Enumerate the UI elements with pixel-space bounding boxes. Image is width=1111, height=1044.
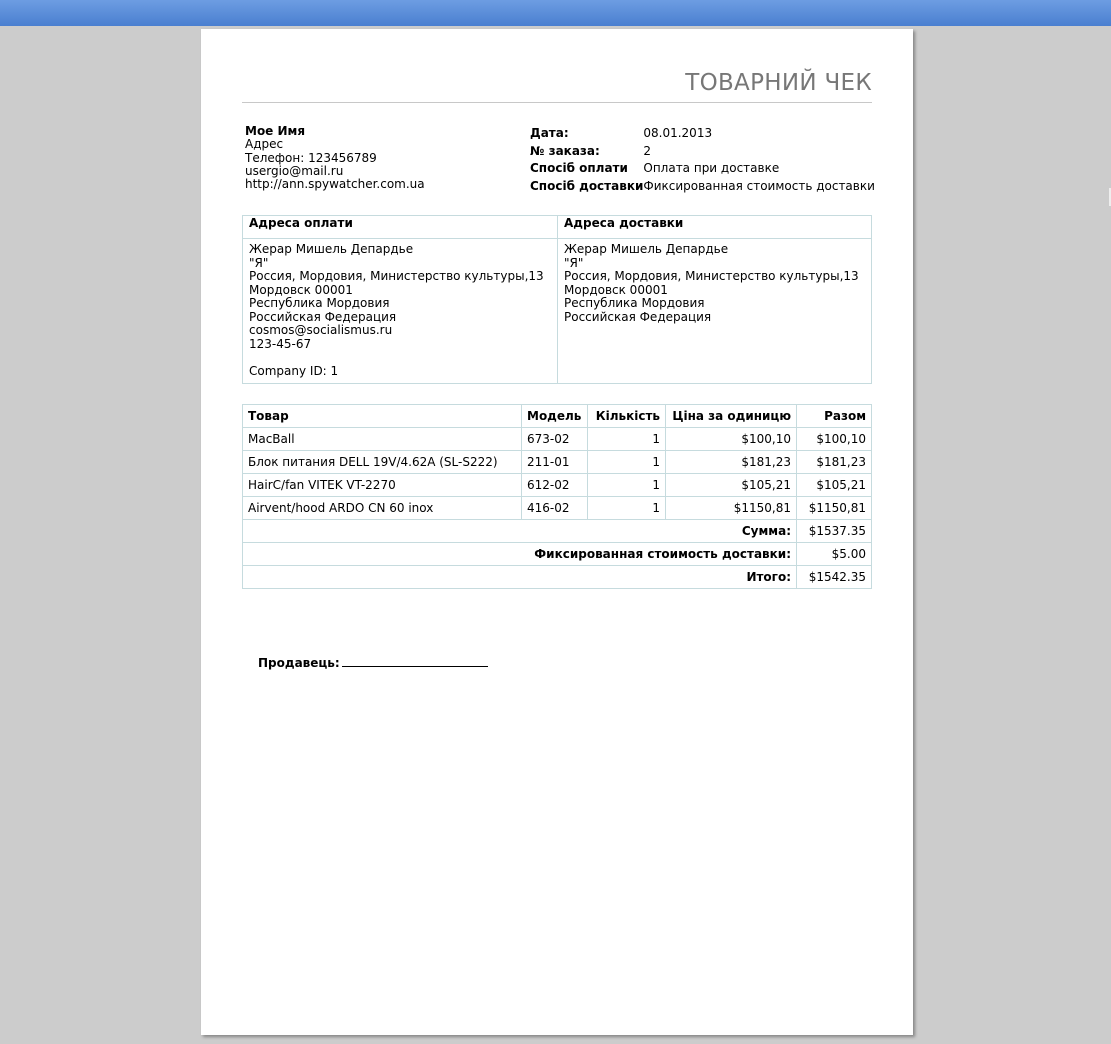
address-line: Жерар Мишель Депардье xyxy=(564,242,729,256)
col-header-quantity: Кількість xyxy=(588,405,666,428)
address-line: Россия, Мордовия, Министерство культуры,13 xyxy=(249,269,544,283)
table-row xyxy=(243,497,872,520)
seller-email: usergio@mail.ru xyxy=(245,163,344,178)
items-table xyxy=(242,404,872,589)
cell-total: $181,23 xyxy=(797,451,872,474)
cell-model: 612-02 xyxy=(522,474,588,497)
address-line: Мордовск 00001 xyxy=(249,282,353,297)
seller-address: Адрес xyxy=(245,137,284,152)
cell-total: $105,21 xyxy=(797,474,872,497)
cell-model: 673-02 xyxy=(522,428,588,451)
cell-quantity: 1 xyxy=(588,428,666,451)
cell-product: Airvent/hood ARDO CN 60 inox xyxy=(243,497,522,520)
payment-address-cell xyxy=(243,239,558,384)
meta-value: 2 xyxy=(643,143,652,158)
seller-signature xyxy=(258,655,488,670)
address-table xyxy=(242,215,872,384)
address-line: Республика Мордовия xyxy=(564,296,705,310)
shipping-cost-value: $5.00 xyxy=(797,543,872,566)
grand-total-label: Итого: xyxy=(243,566,797,589)
cell-product: HairC/fan VITEK VT-2270 xyxy=(243,474,522,497)
shipping-cost-row xyxy=(243,543,872,566)
col-header-product: Товар xyxy=(243,405,522,428)
invoice-page xyxy=(201,29,913,1035)
cell-unit-price: $100,10 xyxy=(666,428,797,451)
cell-model: 211-01 xyxy=(522,451,588,474)
seller-website: http://ann.spywatcher.com.ua xyxy=(245,177,425,192)
address-line: Российская Федерация xyxy=(249,309,397,324)
payment-address-header: Адреса оплати xyxy=(243,216,558,239)
meta-row-order-number xyxy=(530,143,875,161)
meta-value: Оплата при доставке xyxy=(643,161,780,176)
col-header-total: Разом xyxy=(797,405,872,428)
col-header-model: Модель xyxy=(522,405,588,428)
shipping-cost-label: Фиксированная стоимость доставки: xyxy=(243,543,797,566)
address-line: "Я" xyxy=(249,255,269,270)
subtotal-value: $1537.35 xyxy=(797,520,872,543)
table-row xyxy=(243,451,872,474)
items-header-row xyxy=(243,405,872,428)
address-line: 123-45-67 xyxy=(249,336,312,351)
window-title-bar xyxy=(0,0,1111,26)
seller-name: Мое Имя xyxy=(245,124,306,138)
subtotal-row xyxy=(243,520,872,543)
cell-product: Блок питания DELL 19V/4.62A (SL-S222) xyxy=(243,451,522,474)
meta-label: Дата: xyxy=(530,126,569,140)
cell-quantity: 1 xyxy=(588,497,666,520)
meta-label: Спосіб оплати xyxy=(530,161,628,176)
cell-quantity: 1 xyxy=(588,451,666,474)
address-spacer xyxy=(249,351,551,365)
address-line: cosmos@socialismus.ru xyxy=(249,323,393,337)
seller-info xyxy=(245,125,425,191)
cell-model: 416-02 xyxy=(522,497,588,520)
subtotal-label: Сумма: xyxy=(243,520,797,543)
title-divider xyxy=(242,102,872,103)
invoice-title: ТОВАРНИЙ ЧЕК xyxy=(685,70,872,96)
seller-phone: Телефон: 123456789 xyxy=(245,150,377,165)
cell-unit-price: $181,23 xyxy=(666,451,797,474)
signature-line xyxy=(342,655,488,667)
address-line: Company ID: 1 xyxy=(249,363,339,378)
address-line: "Я" xyxy=(564,255,584,270)
table-row xyxy=(243,474,872,497)
cell-product: MacBall xyxy=(243,428,522,451)
meta-row-date xyxy=(530,125,875,143)
cell-total: $100,10 xyxy=(797,428,872,451)
shipping-address-cell xyxy=(558,239,872,384)
meta-value: Фиксированная стоимость доставки xyxy=(643,178,875,193)
meta-label: № заказа: xyxy=(530,143,600,158)
col-header-unit-price: Ціна за одиницю xyxy=(666,405,797,428)
cell-unit-price: $1150,81 xyxy=(666,497,797,520)
address-line: Республика Мордовия xyxy=(249,296,390,310)
order-meta xyxy=(530,125,875,195)
address-line: Мордовск 00001 xyxy=(564,282,668,297)
table-row xyxy=(243,428,872,451)
grand-total-value: $1542.35 xyxy=(797,566,872,589)
signature-label: Продавець: xyxy=(258,656,340,670)
address-line: Россия, Мордовия, Министерство культуры,13 xyxy=(564,269,859,283)
address-line: Жерар Мишель Депардье xyxy=(249,242,414,256)
address-line: Российская Федерация xyxy=(564,309,712,324)
cell-unit-price: $105,21 xyxy=(666,474,797,497)
meta-row-payment-method xyxy=(530,160,875,178)
grand-total-row xyxy=(243,566,872,589)
meta-row-shipping-method xyxy=(530,178,875,196)
shipping-address-header: Адреса доставки xyxy=(558,216,872,239)
cell-quantity: 1 xyxy=(588,474,666,497)
meta-label: Спосіб доставки xyxy=(530,178,644,193)
meta-value: 08.01.2013 xyxy=(643,126,713,140)
cell-total: $1150,81 xyxy=(797,497,872,520)
